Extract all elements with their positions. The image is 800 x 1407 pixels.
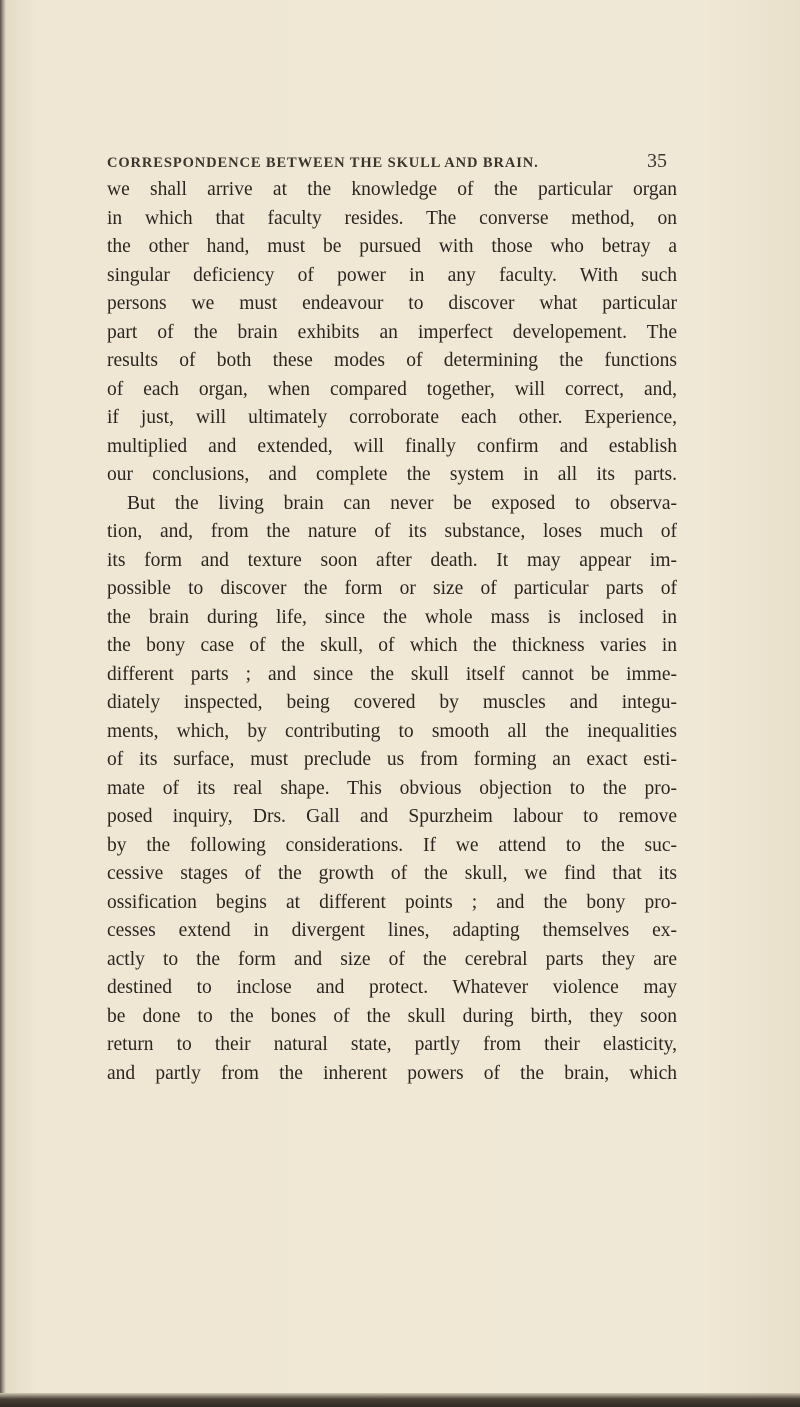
text-line: the other hand, must be pursued with those who betray a [107,236,677,257]
text-line: be done to the bones of the skull during birth, they soon [107,1005,677,1027]
text-line: diately inspected, being covered by muscles and integu- [107,692,677,713]
text-line: destined to inclose and protect. Whatever violence may [107,977,677,998]
text-line: ments, which, by contributing to smooth all the inequalities [107,720,677,742]
text-line: different parts ; and since the skull itself cannot be imme- [107,663,677,685]
text-line: return to their natural state, partly from their elasticity, [107,1034,677,1055]
page-gutter-edge [0,0,6,1407]
text-line: we shall arrive at the knowledge of the particular organ [107,179,677,200]
text-line: results of both these modes of determining the functions [107,350,677,371]
text-line: multiplied and extended, will finally confirm and establish [107,435,677,457]
text-line: persons we must endeavour to discover what particular [107,293,677,314]
text-line: singular deficiency of power in any faculty. With such [107,264,677,286]
running-title: CORRESPONDENCE BETWEEN THE SKULL AND BRAIN. [107,155,539,171]
text-line: by the following considerations. If we attend to the suc- [107,834,677,856]
text-line: actly to the form and size of the cerebral parts they are [107,948,677,970]
text-line: of each organ, when compared together, will correct, and, [107,378,677,400]
text-line: cesses extend in divergent lines, adapting themselves ex- [107,920,677,941]
text-line: and partly from the inherent powers of the brain, which [107,1062,677,1084]
text-line: the bony case of the skull, of which the thickness varies in [107,635,677,656]
page-bottom-edge [0,1393,800,1407]
text-line: posed inquiry, Drs. Gall and Spurzheim labour to remove [107,806,677,827]
text-line-paragraph-start: But the living brain can never be exposed to observa- [127,492,677,514]
text-line: tion, and, from the nature of its substance, loses much of [107,521,677,542]
text-line: our conclusions, and complete the system in all its parts. [107,464,677,485]
text-line: of its surface, must preclude us from forming an exact esti- [107,749,677,770]
text-line: if just, will ultimately corroborate each other. Experience, [107,407,677,428]
body-text [107,176,677,1088]
page-number: 35 [647,150,667,172]
text-line: possible to discover the form or size of particular parts of [107,578,677,599]
text-line: its form and texture soon after death. It may appear im- [107,549,677,571]
text-line: ossification begins at different points ; and the bony pro- [107,891,677,913]
running-header [107,150,667,172]
text-line: in which that faculty resides. The converse method, on [107,207,677,229]
text-line: part of the brain exhibits an imperfect developement. The [107,321,677,343]
text-line: cessive stages of the growth of the skull, we find that its [107,863,677,884]
text-line: mate of its real shape. This obvious objection to the pro- [107,777,677,799]
text-line: the brain during life, since the whole mass is inclosed in [107,606,677,628]
